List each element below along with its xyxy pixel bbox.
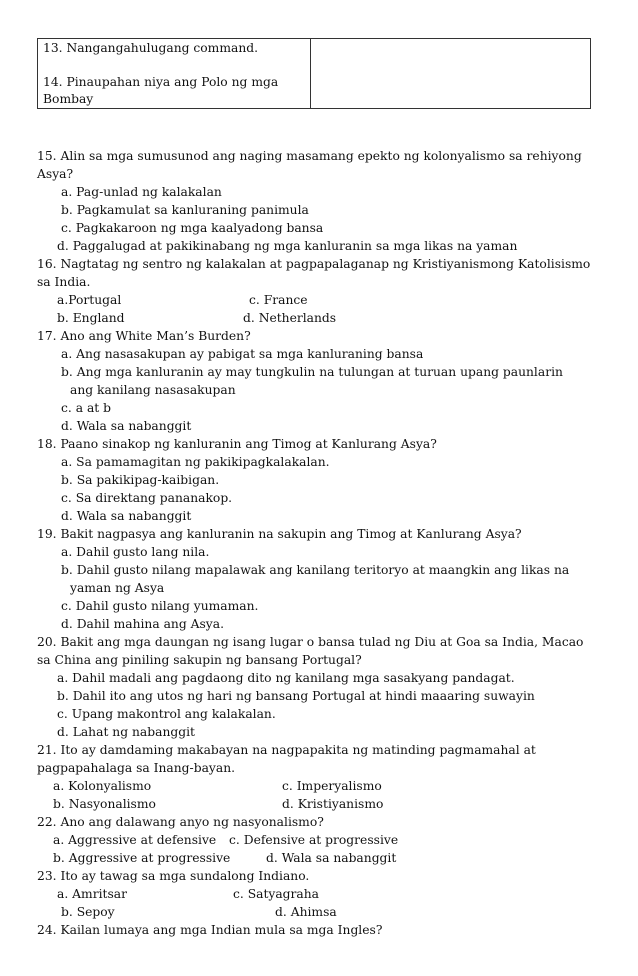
questions-list bbox=[37, 147, 609, 939]
choice-20a: a. Dahil madali ang pagdaong dito ng kanilang mga sasakyang pandagat. bbox=[57, 671, 515, 685]
question-15-line1: 15. Alin sa mga sumusunod ang naging masamang epekto ng kolonyalismo sa rehiyong bbox=[37, 149, 582, 163]
question-13: 13. Nangangahulugang command. bbox=[43, 41, 259, 55]
choices-22-row2 bbox=[37, 849, 609, 867]
question-24: 24. Kailan lumaya ang mga Indian mula sa mga Ingles? bbox=[37, 923, 383, 937]
choice-22b: b. Aggressive at progressive bbox=[53, 851, 231, 865]
question-22: 22. Ano ang dalawang anyo ng nasyonalismo? bbox=[37, 815, 324, 829]
question-17: 17. Ano ang White Man’s Burden? bbox=[37, 329, 251, 343]
choice-17b-line1: b. Ang mga kanluranin ay may tungkulin na tulungan at turuan upang paunlarin bbox=[61, 365, 563, 379]
choice-17a: a. Ang nasasakupan ay pabigat sa mga kanluraning bansa bbox=[61, 347, 424, 361]
question-16-line2: sa India. bbox=[37, 275, 91, 289]
choice-18a: a. Sa pamamagitan ng pakikipagkalakalan. bbox=[61, 455, 330, 469]
question-14-line2: Bombay bbox=[43, 92, 94, 106]
question-15-line2: Asya? bbox=[37, 167, 74, 181]
choice-15b: b. Pagkamulat sa kanluraning panimula bbox=[61, 203, 309, 217]
choice-21c: c. Imperyalismo bbox=[282, 779, 382, 793]
choice-16c: c. France bbox=[249, 293, 308, 307]
choice-22d: d. Wala sa nabanggit bbox=[266, 851, 397, 865]
question-21-line2: pagpapahalaga sa Inang-bayan. bbox=[37, 761, 236, 775]
question-20-line2: sa China ang piniling sakupin ng bansang Portugal? bbox=[37, 653, 362, 667]
question-19: 19. Bakit nagpasya ang kanluranin na sakupin ang Timog at Kanlurang Asya? bbox=[37, 527, 522, 541]
choice-15c: c. Pagkakaroon ng mga kaalyadong bansa bbox=[61, 221, 324, 235]
choice-16d: d. Netherlands bbox=[243, 311, 337, 325]
choice-23c: c. Satyagraha bbox=[233, 887, 320, 901]
choice-18b: b. Sa pakikipag-kaibigan. bbox=[61, 473, 220, 487]
choice-23d: d. Ahimsa bbox=[275, 905, 337, 919]
choice-22c: c. Defensive at progressive bbox=[229, 833, 399, 847]
choice-19c: c. Dahil gusto nilang yumaman. bbox=[61, 599, 259, 613]
choice-23b: b. Sepoy bbox=[61, 905, 115, 919]
choices-22-row1 bbox=[37, 831, 609, 849]
choices-23-row1 bbox=[37, 885, 609, 903]
choices-16-row1 bbox=[37, 291, 609, 309]
choice-15d: d. Paggalugad at pakikinabang ng mga kanluranin sa mga likas na yaman bbox=[57, 239, 518, 253]
answer-table bbox=[37, 38, 591, 109]
question-21-line1: 21. Ito ay damdaming makabayan na nagpapakita ng matinding pagmamahal at bbox=[37, 743, 536, 757]
choice-18c: c. Sa direktang pananakop. bbox=[61, 491, 233, 505]
choices-16-row2 bbox=[37, 309, 609, 327]
choice-17d: d. Wala sa nabanggit bbox=[61, 419, 192, 433]
choice-15a: a. Pag-unlad ng kalakalan bbox=[61, 185, 222, 199]
choices-21-row2 bbox=[37, 795, 609, 813]
table-cell-questions bbox=[38, 39, 311, 108]
choice-20b: b. Dahil ito ang utos ng hari ng bansang Portugal at hindi maaaring suwayin bbox=[57, 689, 535, 703]
choice-16b: b. England bbox=[57, 311, 125, 325]
choice-21a: a. Kolonyalismo bbox=[53, 779, 152, 793]
choice-20c: c. Upang makontrol ang kalakalan. bbox=[57, 707, 276, 721]
question-20-line1: 20. Bakit ang mga daungan ng isang lugar o bansa tulad ng Diu at Goa sa India, Macao bbox=[37, 635, 584, 649]
choices-21-row1 bbox=[37, 777, 609, 795]
choice-23a: a. Amritsar bbox=[57, 887, 127, 901]
choice-18d: d. Wala sa nabanggit bbox=[61, 509, 192, 523]
choice-21d: d. Kristiyanismo bbox=[282, 797, 384, 811]
question-23: 23. Ito ay tawag sa mga sundalong Indiano. bbox=[37, 869, 310, 883]
choice-19b-line1: b. Dahil gusto nilang mapalawak ang kanilang teritoryo at maangkin ang likas na bbox=[61, 563, 570, 577]
question-18: 18. Paano sinakop ng kanluranin ang Timog at Kanlurang Asya? bbox=[37, 437, 437, 451]
table-cell-answers bbox=[311, 39, 590, 108]
choice-19a: a. Dahil gusto lang nila. bbox=[61, 545, 210, 559]
choice-17c: c. a at b bbox=[61, 401, 111, 415]
choice-17b-line2: ang kanilang nasasakupan bbox=[70, 383, 236, 397]
choice-21b: b. Nasyonalismo bbox=[53, 797, 156, 811]
choice-19b-line2: yaman ng Asya bbox=[70, 581, 165, 595]
choice-16a: a.Portugal bbox=[57, 293, 122, 307]
choices-23-row2 bbox=[37, 903, 609, 921]
choice-20d: d. Lahat ng nabanggit bbox=[57, 725, 195, 739]
choice-19d: d. Dahil mahina ang Asya. bbox=[61, 617, 224, 631]
choice-22a: a. Aggressive at defensive bbox=[53, 833, 217, 847]
question-16-line1: 16. Nagtatag ng sentro ng kalakalan at pagpapalaganap ng Kristiyanismong Katolisismo bbox=[37, 257, 591, 271]
question-14-line1: 14. Pinaupahan niya ang Polo ng mga bbox=[43, 75, 279, 89]
